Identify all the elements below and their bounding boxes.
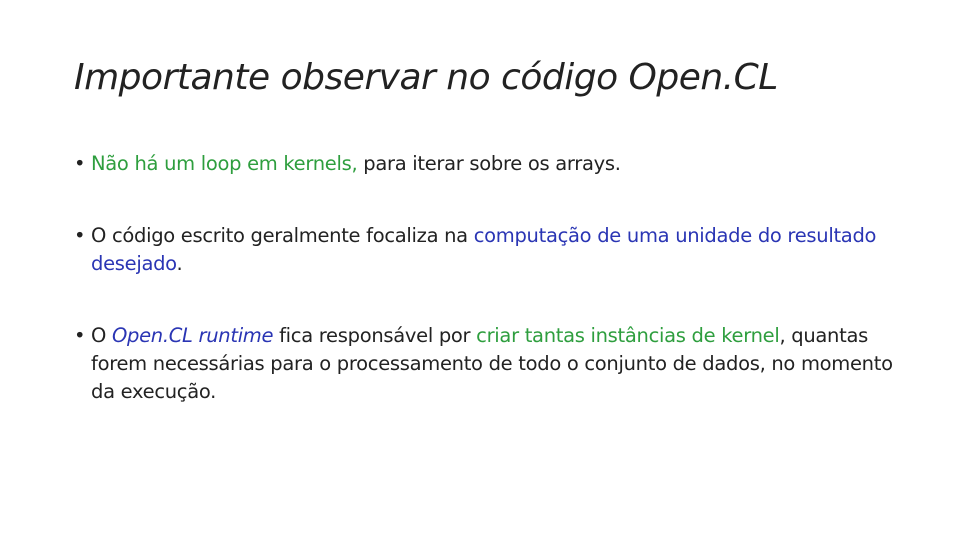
bullet-3-text-end: , quantas forem necessárias para o processamento de todo o conjunto de dados, no momento da execução. [91, 324, 893, 403]
bullet-3-text-start: O [91, 324, 112, 347]
bullet-dot: • [74, 152, 86, 175]
bullet-dot: • [74, 324, 86, 347]
bullet-item-3 [74, 322, 894, 406]
bullet-1-highlight: Não há um loop em kernels, [91, 152, 358, 175]
bullet-3-highlight: criar tantas instâncias de kernel [476, 324, 780, 347]
bullet-2-text-end: . [176, 252, 183, 275]
bullet-2-highlight: computação de uma unidade do resultado desejado [91, 224, 877, 275]
bullet-dot: • [74, 224, 86, 247]
bullet-3-runtime-term: Open.CL runtime [111, 324, 274, 347]
bullet-1-text: para iterar sobre os arrays. [357, 152, 621, 175]
bullet-list [74, 150, 894, 406]
bullet-2-text-start: O código escrito geralmente focaliza na [91, 224, 474, 247]
slide-title: Importante observar no código Open.CL [74, 57, 778, 98]
bullet-3-text-mid: fica responsável por [273, 324, 477, 347]
bullet-item-1 [74, 150, 894, 178]
bullet-item-2 [74, 222, 894, 278]
